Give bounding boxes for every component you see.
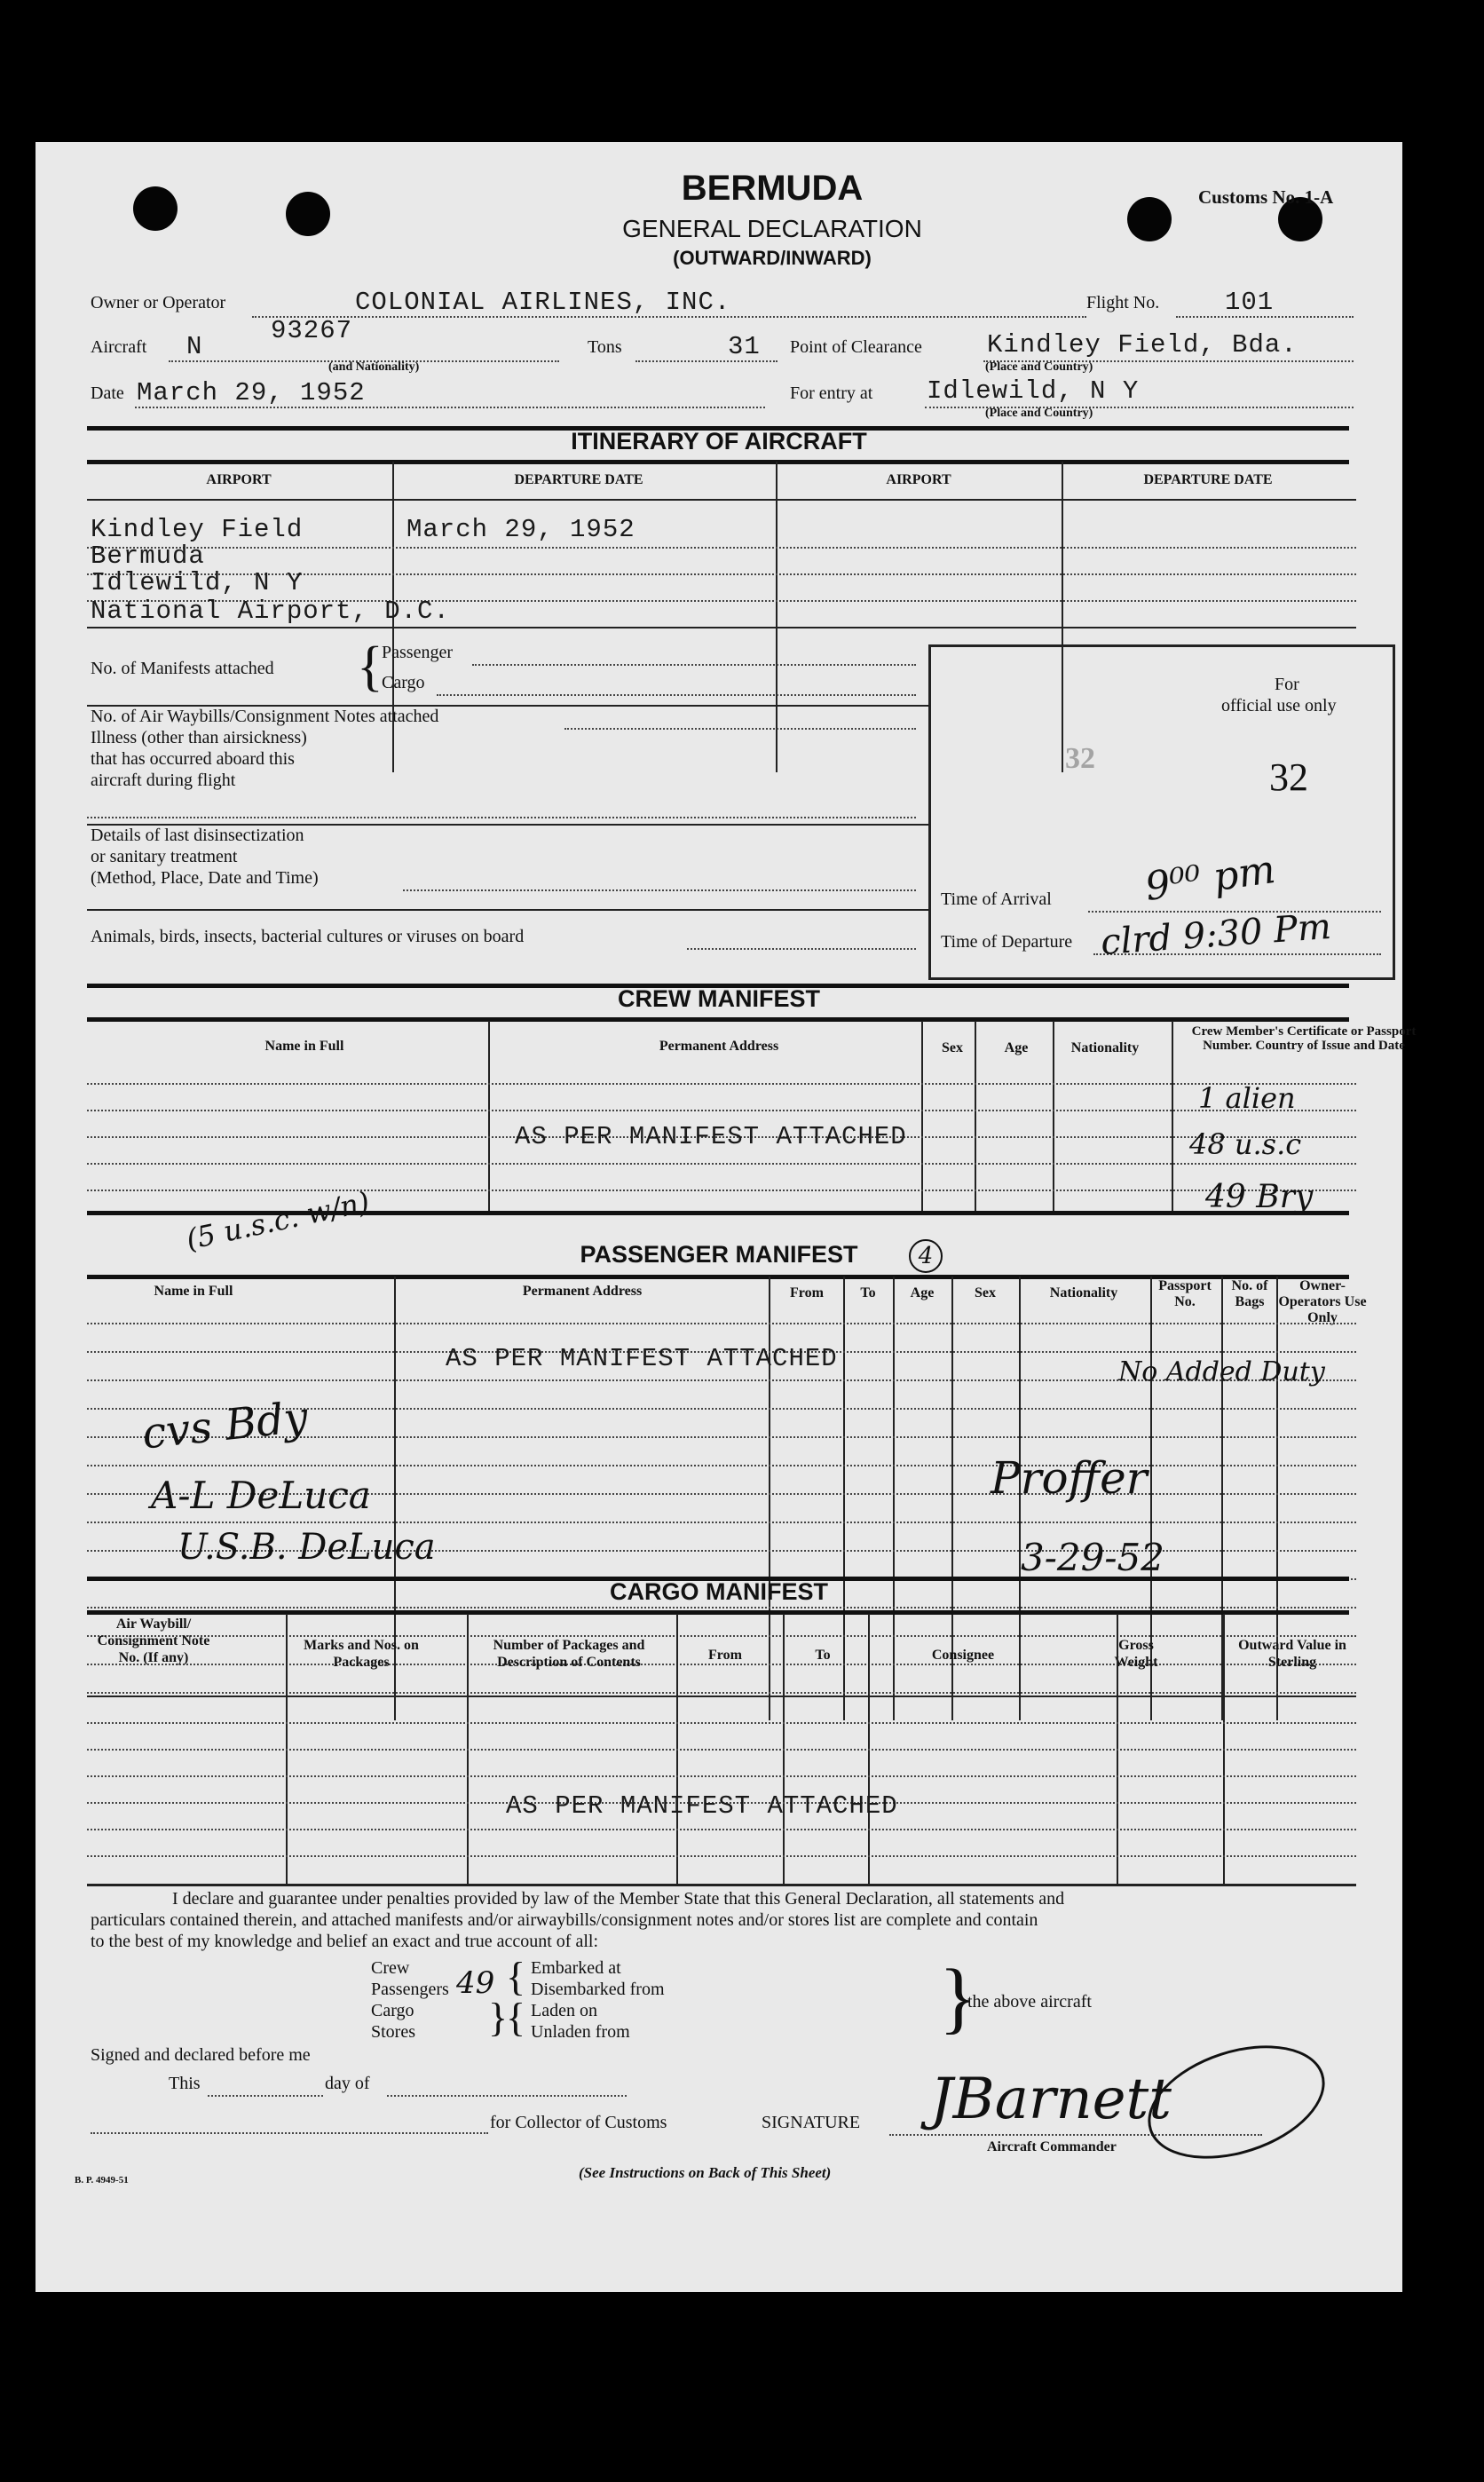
crew-margin-note: (5 u.s.c. w/n): [183, 1184, 373, 1257]
date-label: Date: [91, 383, 124, 403]
row-line: [87, 1884, 1356, 1886]
cargo-col: Consignee: [931, 1648, 995, 1663]
cargo-col: Air Waybill/ Consignment Note No. (If any): [97, 1616, 210, 1665]
entry-line: [91, 2132, 488, 2134]
crew-col: Name in Full: [264, 1039, 344, 1054]
declaration-form: [36, 142, 1417, 2292]
declaration-brace: }: [939, 1954, 978, 2042]
declaration-brace: }: [488, 1995, 509, 2040]
entry-line: [387, 2095, 627, 2097]
declaration-item: Cargo: [371, 2001, 414, 2020]
passenger-note: AS PER MANIFEST ATTACHED: [446, 1344, 838, 1373]
day-label: day of: [325, 2074, 370, 2093]
passenger-col: Owner-Operators Use Only: [1278, 1278, 1367, 1325]
illness-label: aircraft during flight: [91, 771, 236, 790]
itinerary-airport: National Airport, D.C.: [91, 597, 450, 626]
row-line: [87, 1855, 1356, 1857]
clearance-value: Kindley Field, Bda.: [987, 330, 1298, 360]
disinsect-label: (Method, Place, Date and Time): [91, 868, 319, 888]
itinerary-col-departure: DEPARTURE DATE: [514, 472, 643, 487]
entry-line: [208, 2095, 323, 2097]
crew-col: Crew Member's Certificate or Passport Number. Country of Issue and Date: [1191, 1024, 1417, 1053]
passenger-handwriting: cvs Bdy: [139, 1392, 311, 1459]
departure-label: Time of Departure: [941, 932, 1073, 952]
cargo-col: To: [815, 1648, 831, 1663]
row-line: [87, 627, 1356, 628]
passenger-col: Sex: [975, 1285, 996, 1300]
official-label: For: [1275, 675, 1299, 694]
itinerary-col-airport: AIRPORT: [206, 472, 272, 487]
divider: [87, 460, 1349, 464]
declaration-item: Stores: [371, 2022, 415, 2042]
row-line: [87, 1749, 1356, 1751]
declaration-brace: {: [506, 1995, 526, 2040]
row-line: [87, 909, 930, 911]
itinerary-airport: Bermuda: [91, 541, 205, 571]
signature-flourish: [1133, 2025, 1339, 2179]
declaration-item: Laden on: [531, 2001, 597, 2020]
tons-label: Tons: [588, 337, 622, 357]
row-line: [87, 1522, 1356, 1523]
entry-line: [564, 728, 916, 730]
declaration-hand-count: 49: [456, 1965, 495, 2001]
passenger-title: PASSENGER MANIFEST: [580, 1241, 858, 1268]
crew-handwriting: 1 alien: [1198, 1081, 1296, 1115]
entry-line: [687, 948, 916, 950]
crew-col: Nationality: [1070, 1040, 1140, 1055]
manifests-cargo-label: Cargo: [382, 673, 425, 692]
itinerary-departure: March 29, 1952: [407, 515, 635, 544]
crew-col: Age: [1004, 1040, 1029, 1055]
col-line: [776, 462, 778, 772]
passenger-handwriting: No Added Duty: [1118, 1356, 1325, 1387]
declaration-text: I declare and guarantee under penalties provided by law of the Member State that this General Declaration, all statements and: [172, 1889, 1065, 1909]
crew-col: Sex: [942, 1040, 963, 1055]
passenger-col: Nationality: [1049, 1285, 1118, 1300]
aircraft-label: Aircraft: [91, 337, 147, 357]
departure-value: clrd 9:30 Pm: [1099, 905, 1333, 964]
passenger-col: Passport No.: [1158, 1278, 1212, 1309]
declaration-item: Unladen from: [531, 2022, 630, 2042]
disinsect-label: or sanitary treatment: [91, 847, 238, 866]
above-aircraft-label: the above aircraft: [967, 1992, 1092, 2012]
clearance-label: Point of Clearance: [790, 337, 922, 357]
divider: [87, 1017, 1349, 1022]
animals-label: Animals, birds, insects, bacterial cultures or viruses on board: [91, 927, 525, 946]
cargo-col: Outward Value in Sterling: [1238, 1638, 1346, 1670]
passenger-col: Permanent Address: [522, 1284, 643, 1299]
passenger-circled-count: 4: [909, 1239, 943, 1273]
manifests-label: No. of Manifests attached: [91, 659, 274, 678]
entry-line: [472, 664, 916, 666]
manifests-brace: {: [357, 636, 383, 697]
row-line: [87, 1696, 1356, 1697]
illness-label: Illness (other than airsickness): [91, 728, 307, 747]
itinerary-col-departure-2: DEPARTURE DATE: [1143, 472, 1273, 487]
row-line: [87, 1775, 1356, 1777]
crew-handwriting: 49 Bry: [1205, 1179, 1314, 1215]
itinerary-airport: Idlewild, N Y: [91, 568, 304, 597]
signed-label: Signed and declared before me: [91, 2045, 311, 2065]
owner-label: Owner or Operator: [91, 293, 226, 312]
aircraft-number: 93267: [271, 316, 353, 345]
row-line: [87, 1110, 1356, 1111]
date-value: March 29, 1952: [137, 378, 366, 407]
passenger-col: Name in Full: [154, 1284, 233, 1299]
row-line: [87, 1163, 1356, 1165]
commander-label: Aircraft Commander: [987, 2139, 1117, 2154]
tons-value: 31: [728, 332, 761, 361]
entry-line: [437, 694, 916, 696]
punch-hole: [133, 186, 178, 231]
col-line: [975, 1021, 976, 1211]
place-country-note: (Place and Country): [985, 407, 1093, 420]
place-country-note: (Place and Country): [985, 360, 1093, 374]
itinerary-title: ITINERARY OF AIRCRAFT: [571, 428, 867, 455]
col-line: [1172, 1021, 1173, 1211]
owner-value: COLONIAL AIRLINES, INC.: [355, 288, 731, 317]
flight-value: 101: [1225, 288, 1275, 317]
declaration-brace: {: [506, 1954, 526, 1999]
declaration-item: Passengers: [371, 1980, 449, 1999]
passenger-handwriting: 3-29-52: [1021, 1536, 1164, 1579]
cargo-col: Gross Weight: [1114, 1638, 1158, 1670]
row-line: [87, 499, 1356, 501]
disinsect-label: Details of last disinsectization: [91, 826, 304, 845]
punch-hole: [1127, 197, 1172, 241]
this-label: This: [169, 2074, 201, 2093]
entry-line: [87, 817, 916, 818]
form-direction: (OUTWARD/INWARD): [673, 247, 872, 269]
passenger-handwriting: U.S.B. DeLuca: [178, 1527, 436, 1568]
cargo-col: Number of Packages and Description of Contents: [493, 1638, 645, 1670]
entry-label: For entry at: [790, 383, 873, 403]
cargo-note: AS PER MANIFEST ATTACHED: [506, 1791, 898, 1821]
divider: [87, 1211, 1349, 1215]
entry-line: [403, 889, 916, 891]
flight-label: Flight No.: [1086, 293, 1160, 312]
waybills-label: No. of Air Waybills/Consignment Notes attached: [91, 707, 439, 726]
row-line: [87, 1465, 1356, 1466]
aircraft-prefix: N: [186, 332, 203, 361]
passenger-col: No. of Bags: [1231, 1278, 1268, 1309]
declaration-text: particulars contained therein, and attached manifests and/or airwaybills/consignment notes and/or stores list are complete and contain: [91, 1910, 1038, 1930]
itinerary-col-airport-2: AIRPORT: [886, 472, 951, 487]
passenger-handwriting: Proffer: [991, 1452, 1148, 1504]
nationality-note: (and Nationality): [328, 360, 420, 374]
crew-title: CREW MANIFEST: [618, 985, 820, 1012]
punch-hole: [286, 192, 330, 236]
passenger-handwriting: A-L DeLuca: [151, 1474, 371, 1517]
form-code: B. P. 4949-51: [75, 2175, 129, 2186]
row-line: [87, 1323, 1356, 1324]
arrival-label: Time of Arrival: [941, 889, 1052, 909]
official-label: official use only: [1221, 696, 1337, 715]
crew-col: Permanent Address: [659, 1039, 779, 1054]
crew-handwriting: 48 u.s.c: [1189, 1127, 1302, 1161]
row-line: [87, 1190, 1356, 1191]
collector-label: for Collector of Customs: [490, 2113, 667, 2132]
row-line: [87, 547, 1356, 549]
cargo-title: CARGO MANIFEST: [610, 1578, 828, 1605]
passenger-col: To: [860, 1285, 876, 1300]
signature-label: SIGNATURE: [762, 2113, 861, 2132]
col-line: [921, 1021, 923, 1211]
col-line: [1053, 1021, 1054, 1211]
official-faint-number: 32: [1065, 742, 1095, 775]
cargo-col: From: [708, 1648, 742, 1663]
row-line: [87, 1829, 1356, 1830]
declaration-item: Crew: [371, 1958, 410, 1978]
instructions-note: (See Instructions on Back of This Sheet): [579, 2164, 832, 2181]
row-line: [87, 1607, 1356, 1609]
passenger-col: From: [790, 1285, 824, 1300]
row-line: [87, 1722, 1356, 1724]
arrival-value: 9⁰⁰ pm: [1142, 847, 1278, 910]
col-line: [488, 1021, 490, 1211]
form-number: Customs No. 1-A: [1198, 186, 1334, 208]
commander-signature: JBarnett: [930, 2067, 1172, 2132]
row-line: [87, 1692, 1356, 1694]
illness-label: that has occurred aboard this: [91, 749, 295, 769]
passenger-col: Age: [910, 1285, 935, 1300]
form-subtitle: GENERAL DECLARATION: [622, 215, 922, 242]
entry-value: Idlewild, N Y: [927, 376, 1140, 406]
manifests-passenger-label: Passenger: [382, 643, 453, 662]
declaration-item: Embarked at: [531, 1958, 621, 1978]
row-line: [87, 1083, 1356, 1085]
cargo-col: Marks and Nos. on Packages: [304, 1638, 419, 1670]
official-number: 32: [1269, 755, 1308, 799]
itinerary-airport: Kindley Field: [91, 515, 304, 544]
form-title: BERMUDA: [681, 169, 864, 208]
divider: [87, 1610, 1349, 1615]
declaration-item: Disembarked from: [531, 1980, 665, 1999]
declaration-text: to the best of my knowledge and belief an exact and true account of all:: [91, 1932, 599, 1951]
crew-note: AS PER MANIFEST ATTACHED: [515, 1122, 907, 1151]
